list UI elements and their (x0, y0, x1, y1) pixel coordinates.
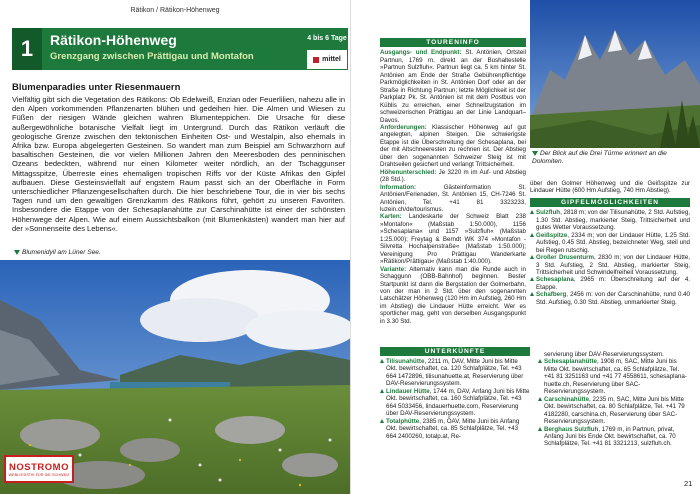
summit-item-name: Großer Drusenturm (536, 254, 595, 262)
hut-item (538, 426, 690, 448)
tour-info-item (380, 213, 526, 265)
tour-info-heading: TOURENINFO (380, 38, 526, 47)
tour-info-list (380, 49, 526, 325)
caption-marker-icon (14, 250, 20, 255)
tour-info-label: Höhenunterschied: (380, 168, 437, 176)
hut-item-text: , 1769 m, in Partnun, privat, Anfang Juni bis Ende Okt. bewirtschaftet, ca. 70 Schlafplätze, Tel. +41 81 3321213, sulzfluh.ch. (544, 425, 676, 448)
right-column (530, 180, 690, 306)
tour-duration: 4 bis 6 Tage (306, 28, 348, 49)
section-heading: Blumenparadies unter Riesenmauern (12, 82, 181, 93)
tour-number: 1 (12, 28, 42, 70)
hut-icon (380, 359, 384, 363)
tour-info-label: Anforderungen: (380, 123, 427, 131)
summit-item-text: , 2818 m; von der Tilisunahütte, 2 Std. Aufstieg, 1.30 Std. Abstieg, markierter Steig, Trittsicherheit und gutes Wetter Voraussetzung. (536, 209, 690, 232)
body-text: Vielfältig gibt sich die Vegetation des Rätikons: Ob Edelweiß, Enzian oder Feuerlilien, nahezu alle in den Alpen vorkommenden Pflanzenarten blühen und gedeihen hier. Die Almen und Wiesen zu Füßen der riesigen Wände gleichen wahren Blumenteppichen. Die Ursache für diese außergewöhnliche botanische Vielfalt liegt im Untergrund. Durch das Rätikon verläuft die geologische Grenze zwischen den tektonischen Einheiten Ost- und Westalpin, also ehemals in Afrika bzw. Europa abgelegerten Gesteinen. So wandert man zum Beispiel am Schwarzhorn auf basaltischen Gesteinen, die vor vielen Millionen Jahren den Meeresboden des penninischen Ozeans bedeckten, während nur einen Kilometer weiter nördlich, an der Tschaggunser Mittagsspitze, Überreste eines ehemaligen tropischen Riffs vor der Küste Afrikas den Gipfel aufbauen. Diese Gesteinsvielfalt auf engstem Raum passt sich an der Oberfläche in Form unterschiedlicher Pflanzengesellschaften durch. Die hier beschriebene Tour, die in vier bis sechs Tagen rund um den gewaltigen Grenzkamm des Rätikons führt, gehört zu unseren Favoriten. Insbesondere die Etappe von der Schesaplanahütte zur Carschinahütte ist einer der schönsten Höhenwege der Alpen. Wie auf einem Aussichtsbalkon (mit Blumenkästen) wandert man hier auf der »Sonnenseite des Lebens«. (12, 95, 345, 233)
hut-icon (380, 419, 384, 423)
photo-drei-tuerme (530, 0, 700, 148)
hut-item-name: Berghaus Sulzfluh (544, 425, 599, 433)
hut-item-name: Schesaplanahütte (544, 358, 597, 366)
difficulty-marker-icon (313, 57, 319, 63)
hut-icon (538, 359, 542, 363)
hut-item-text: , 1908 m, SAC, Mitte Juni bis Mitte Okt. bewirtschaftet, ca. 65 Schlafplätze, Tel. +41 81 3251163 und +41 77 4558611, schesaplana-huette.ch, Reservierung über SAC-Reservierungssystem. (544, 358, 687, 396)
tour-info-item (380, 124, 526, 169)
huts-heading-wrap (380, 347, 530, 358)
hut-item (380, 358, 530, 388)
summit-item (530, 232, 690, 254)
tour-info-text: Gästeinformation St. Antönien/Ferienaden, St. Antönien 15, CH-7246 St. Antönien, Tel. +41 81 3323233, luzein.ch/de/tourismus. (380, 183, 526, 213)
tour-difficulty: mittel (322, 56, 341, 63)
tour-info-label: Ausgangs- und Endpunkt: (380, 49, 462, 57)
huts-col-b-list (538, 358, 690, 447)
tour-info-label: Karten: (380, 213, 402, 221)
caption-left-text: Blumenidyll am Lüner See. (22, 249, 101, 256)
hut-item (380, 388, 530, 418)
hut-item-name: Carschinahütte (544, 395, 590, 403)
summit-item-text: , 2965 m: Überschreitung auf der 4. Etappe. (536, 276, 690, 291)
tour-info-text: St. Antönien, Ortsteil Partnun, 1769 m, direkt an der Bushaltestelle »Partnun Sulzfluh«. Partnun liegt ca. 5 km hinter St. Antönien am Ende der Straße Gebührenpflichtige Parkmöglichkeiten in St. Antönien Dorf oder an der Straße in Richtung Partnun; letzte Möglichkeit ist der Parkplatz Pk. St. Antönien ist mit dem Postbus von Küblis zu erreichen, einer Schnellzugstation im schweizerischen Prättigau an der Linie Landquart–Davos. (380, 49, 527, 124)
nostromo-logo (4, 455, 74, 483)
caption-marker-icon (532, 151, 538, 156)
tour-subtitle: Grenzgang zwischen Prättigau und Montafon (50, 51, 254, 62)
tour-info-box (380, 38, 526, 325)
huts-col-b (538, 351, 690, 448)
logo-sub-text: WEBLOGISTIK FÜR DIE SCHWEIZ (8, 472, 70, 477)
tour-info-item (380, 184, 526, 214)
tour-title-bar (12, 28, 306, 70)
hut-icon (538, 397, 542, 401)
tour-info-item (380, 169, 526, 184)
tour-info-text: Alternativ kann man die Runde auch in Schaggunn (OBB-Bahnhof) beginnen. Bester Startpunkt ist dann die Bergstation der Golmerbahn, von der man in 2 Std. über den sogenannten Latschätzer Höhenweg (120 Hm im Aufstieg, 260 Hm im Abstieg) die Lindauer Hütte erreicht. Wer es sportlicher mag, geht von derselben Ausgangspunkt in 3.30 Std. (380, 265, 526, 325)
summit-item-text: , 2830 m; von der Lindauer Hütte, 3 Std. Aufstieg, 2 Std. Abstieg, markierter Steig, Trittsicherheit und Schwindelfreiheit Voraussetzung. (536, 254, 690, 276)
summit-item (530, 209, 690, 231)
summits-heading: GIPFELMÖGLICHKEITEN (530, 198, 690, 207)
huts-col-b-lead: servierung über DAV-Reservierungssystem. (544, 351, 664, 358)
hut-item-text: , 2235 m, SAC, Mitte Juni bis Mitte Okt. bewirtschaftet, ca. 80 Schlafplätze, Tel. +41 79 4182280, carschina.ch, Reservierung über SAC-Reservierungssystem. (544, 395, 685, 426)
tour-info-text: Landeskarte der Schweiz Blatt 238 »Montafon« (Maßstab 1:50.000), 1156 »Schesaplana« und 1157 »Sulzfluh« (Maßstab 1:25.000); Freytag & Berndt WK 374 »Montafon - Silvretta Hochalpenstraße« (Maßstab 1:50.000); Vereinigung Pro Prättigau Wanderkarte »Rätikon/Prättigau« (Maßstab 1:40.000). (380, 213, 526, 266)
hut-icon (538, 427, 542, 431)
summit-item-name: Geißspitze (536, 231, 568, 239)
tour-info-item (380, 49, 526, 124)
summit-icon (530, 277, 534, 281)
hut-item (380, 418, 530, 440)
summit-item (530, 254, 690, 276)
tour-difficulty-badge (306, 49, 348, 70)
logo-main-text: NOSTROMO (9, 461, 69, 473)
summit-item (530, 276, 690, 291)
tour-info-label: Variante: (380, 265, 407, 273)
hut-item (538, 358, 690, 395)
hut-item-name: Totalphütte (386, 417, 420, 425)
tour-info-item (380, 266, 526, 326)
summits-list (530, 209, 690, 306)
summit-item-text: , 2456 m: von der Carschinahütte, rund 0.40 Std. Aufstieg, 0.30 Std. Abstieg, unmarkierter Steig. (536, 291, 690, 306)
hut-item-text: , 2211 m, DAV, Mitte Juni bis Mitte Okt. bewirtschaftet, ca. 120 Schlafplätze, Tel. +43 664 1472896, tilisunahuette.at, Reservierung über DAV-Reservierungssystem. (386, 358, 524, 388)
hut-item-text: , 2385 m, ÖAV, Mitte Juni bis Anfang Okt. bewirtschaftet, ca. 85 Schlafplätze, Tel. +43 664 2400260, totalp.at, Re- (386, 417, 520, 440)
tour-info-text: Klassischer Höhenweg auf gut angelegten, alpinen Steigen. Die schwierigste Etappe ist die Überschreitung der Schesaplana, bei der mit Altschneeresten zu rechnen ist. Der Abstieg über den sogenannten Schweizer Steig ist mit Drahtseilen gesichert und verlangt Trittsicherheit. (380, 123, 526, 169)
hut-item-name: Lindauer Hütte (386, 387, 430, 395)
summit-item-name: Schesaplana (536, 276, 574, 284)
hut-item (538, 396, 690, 426)
caption-right-text: Der Blick auf die Drei Türme erinnert an die Dolomiten. (532, 150, 667, 165)
summit-icon (530, 255, 534, 259)
tour-info-label: Information: (380, 183, 417, 191)
summit-icon (530, 210, 534, 214)
summit-icon (530, 233, 534, 237)
summit-item (530, 291, 690, 306)
caption-left (14, 249, 101, 257)
tour-info-text: Je 3220 m im Auf- und Abstieg (28 Std.). (380, 168, 526, 184)
tour-info-continuation: über den Golmer Höhenweg und die Geißspitze zur Lindauer Hütte (600 Hm Aufstieg, 740 Hm Abstieg). (530, 180, 690, 195)
mountain-towers-photo (530, 0, 700, 148)
hut-item-name: Tilisunahütte (386, 358, 425, 365)
summit-item-name: Schafberg (536, 291, 567, 299)
hut-icon (380, 389, 384, 393)
tour-title: Rätikon-Höhenweg (50, 32, 177, 48)
huts-col-a (380, 358, 530, 440)
summit-item-text: , 2334 m; von der Lindauer Hütte, 1.25 Std. Aufstieg, 0.45 Std. Abstieg, bezeichneter Weg, steil und bei Regen rutschig. (536, 231, 690, 254)
huts-heading: UNTERKÜNFTE (380, 347, 530, 356)
running-head: Rätikon / Rätikon-Höhenweg (130, 7, 220, 14)
hut-item-text: , 1744 m, DAV, Anfang Juni bis Mitte Okt. bewirtschaftet, ca. 160 Schlafplätze, Tel. +43 664 5033456, lindauerhuette.com, Reservierung über DAV-Reservierungssystem. (386, 387, 530, 418)
page-number: 21 (684, 479, 693, 488)
caption-right (532, 150, 690, 166)
summit-item-name: Sulzfluh (536, 209, 561, 217)
summit-icon (530, 292, 534, 296)
